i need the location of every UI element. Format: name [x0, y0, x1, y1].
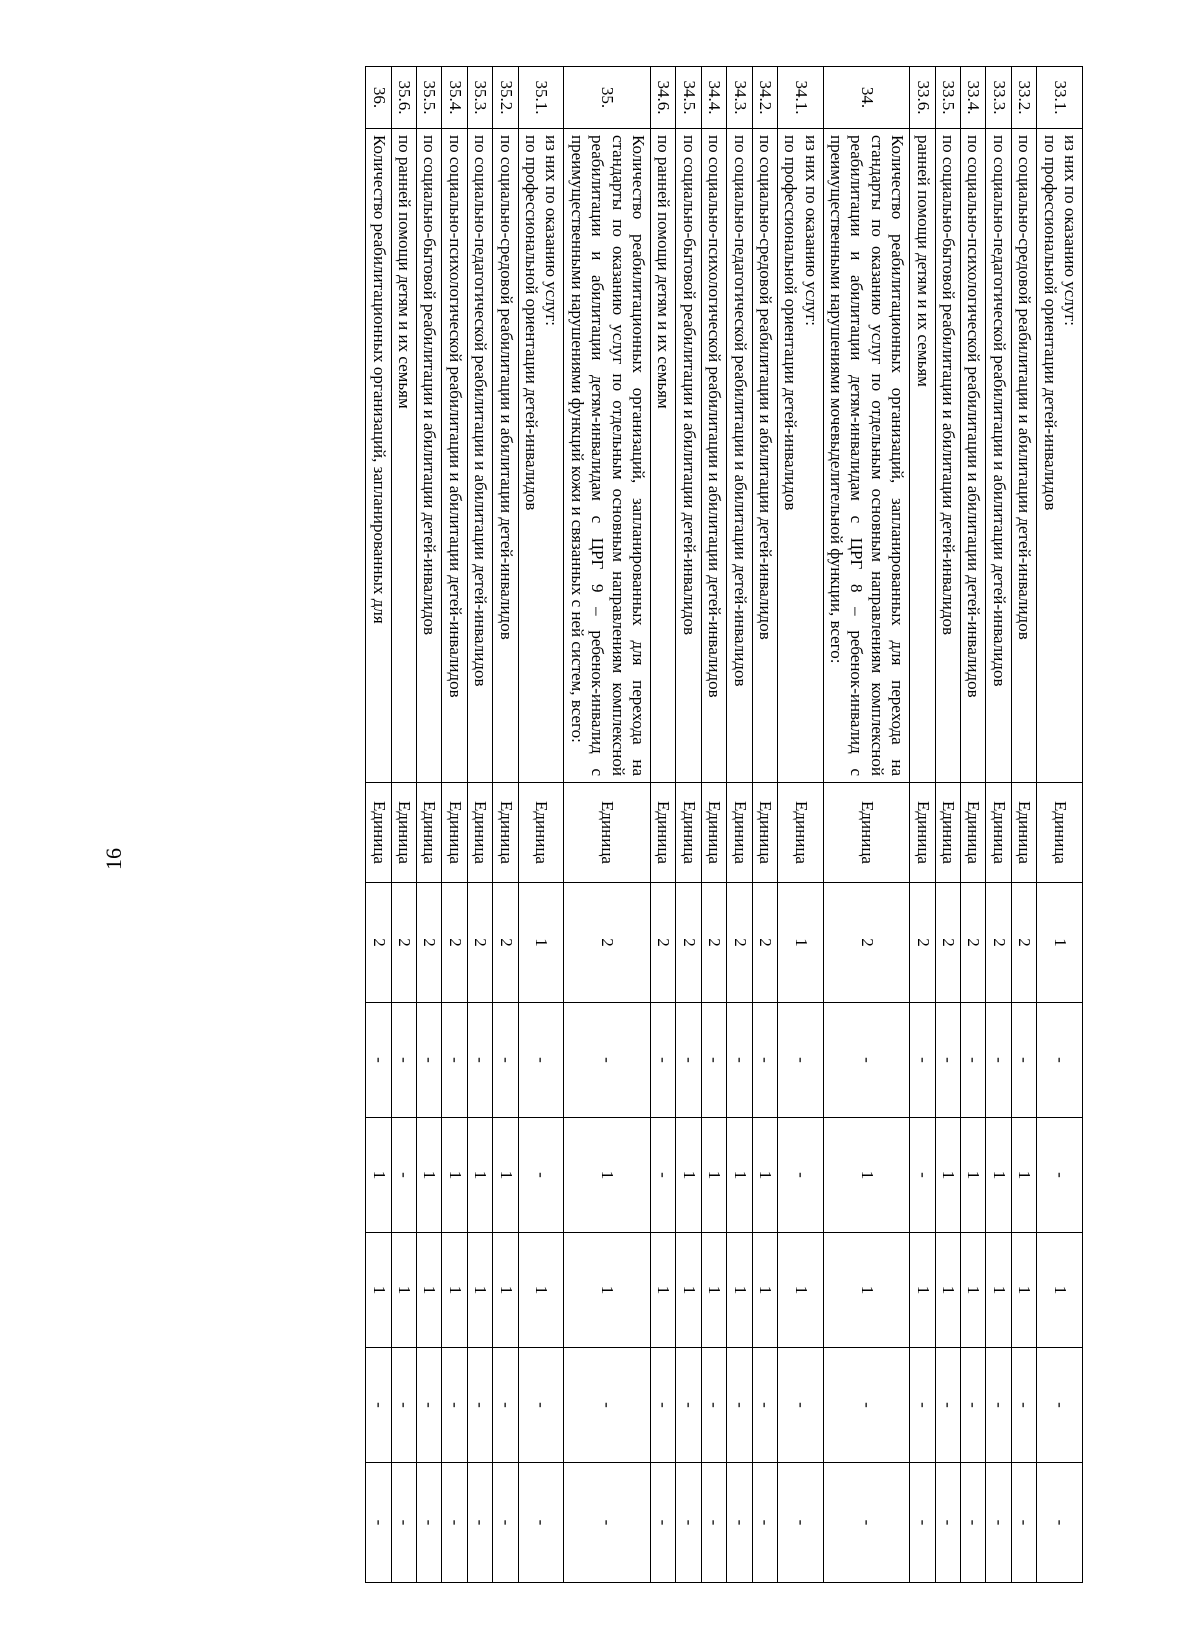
indicator-name [935, 129, 960, 783]
value-cell: 2 [701, 883, 726, 1003]
indicator-name-line: по социально-педагогической реабилитации и абилитации детей-инвалидов [471, 135, 491, 687]
value-cell: 1 [935, 1233, 960, 1348]
row-number: 35.1. [518, 67, 564, 129]
value-cell: 2 [752, 883, 777, 1003]
unit-of-measure: Единица [442, 783, 467, 883]
value-cell: 2 [1011, 883, 1036, 1003]
value-cell: - [823, 1003, 910, 1118]
indicator-name [1037, 129, 1083, 783]
unit-of-measure: Единица [701, 783, 726, 883]
value-cell: - [823, 1463, 910, 1583]
value-cell: - [564, 1348, 651, 1463]
value-cell: - [467, 1463, 492, 1583]
value-cell: 1 [701, 1118, 726, 1233]
table-row [442, 67, 467, 1583]
value-cell: 2 [493, 883, 518, 1003]
value-cell: - [961, 1463, 986, 1583]
value-cell: - [467, 1348, 492, 1463]
indicator-name [752, 129, 777, 783]
unit-of-measure: Единица [564, 783, 651, 883]
row-number: 35.5. [417, 67, 442, 129]
unit-of-measure: Единица [650, 783, 675, 883]
value-cell: - [676, 1463, 701, 1583]
indicator-name [777, 129, 823, 783]
unit-of-measure: Единица [493, 783, 518, 883]
indicator-name [650, 129, 675, 783]
value-cell: 2 [986, 883, 1011, 1003]
value-cell: - [442, 1463, 467, 1583]
value-cell: - [391, 1118, 416, 1233]
indicator-name-line: по социально-бытовой реабилитации и абилитации детей-инвалидов [939, 135, 959, 635]
value-cell: - [467, 1003, 492, 1118]
table-row [650, 67, 675, 1583]
value-cell: - [366, 1463, 391, 1583]
value-cell: - [823, 1348, 910, 1463]
value-cell: - [1011, 1348, 1036, 1463]
unit-of-measure: Единица [752, 783, 777, 883]
indicator-name-line: Количество реабилитационных организаций, запланированных для перехода на стандарты по оказанию услуг по отдельным основным направлениям комплексной реабилитации и абилитации детям-инвалидам с ЦРГ 8 – ребенок-инвалид с преимущественными нарушениями мочевыделительной функции, всего: [827, 135, 908, 776]
value-cell: - [366, 1348, 391, 1463]
value-cell: 1 [676, 1233, 701, 1348]
value-cell: - [442, 1003, 467, 1118]
value-cell: 1 [986, 1233, 1011, 1348]
unit-of-measure: Единица [391, 783, 416, 883]
value-cell: - [366, 1003, 391, 1118]
value-cell: - [518, 1463, 564, 1583]
value-cell: 1 [417, 1233, 442, 1348]
value-cell: - [417, 1003, 442, 1118]
value-cell: - [701, 1463, 726, 1583]
indicator-name-line: ранней помощи детям и их семьям [913, 135, 933, 387]
value-cell: 1 [727, 1118, 752, 1233]
value-cell: - [777, 1348, 823, 1463]
unit-of-measure: Единица [986, 783, 1011, 883]
row-number: 34.1. [777, 67, 823, 129]
unit-of-measure: Единица [961, 783, 986, 883]
value-cell: - [961, 1003, 986, 1118]
indicator-name-line: из них по оказанию услуг: [1061, 135, 1080, 327]
value-cell: 1 [442, 1233, 467, 1348]
table-row [564, 67, 651, 1583]
value-cell: - [650, 1118, 675, 1233]
value-cell: 2 [467, 883, 492, 1003]
value-cell: - [417, 1463, 442, 1583]
value-cell: - [1011, 1463, 1036, 1583]
value-cell: - [935, 1348, 960, 1463]
value-cell: 1 [961, 1233, 986, 1348]
value-cell: 1 [366, 1233, 391, 1348]
value-cell: 2 [961, 883, 986, 1003]
unit-of-measure: Единица [910, 783, 935, 883]
rotated-table-container [133, 66, 1083, 1582]
unit-of-measure: Единица [1037, 783, 1083, 883]
table-row [701, 67, 726, 1583]
value-cell: 2 [417, 883, 442, 1003]
value-cell: - [650, 1003, 675, 1118]
value-cell: - [910, 1463, 935, 1583]
indicator-name [701, 129, 726, 783]
indicator-name [493, 129, 518, 783]
value-cell: 1 [417, 1118, 442, 1233]
row-number: 35.3. [467, 67, 492, 129]
value-cell: - [493, 1463, 518, 1583]
row-number: 34. [823, 67, 910, 129]
value-cell: - [701, 1003, 726, 1118]
indicator-name [467, 129, 492, 783]
indicator-table [365, 66, 1083, 1583]
value-cell: - [727, 1003, 752, 1118]
value-cell: - [650, 1463, 675, 1583]
value-cell: 2 [366, 883, 391, 1003]
unit-of-measure: Единица [467, 783, 492, 883]
value-cell: 1 [1011, 1233, 1036, 1348]
indicator-name-line: Количество реабилитационных организаций, запланированных для перехода на стандарты по оказанию услуг по отдельным основным направлениям комплексной реабилитации и абилитации детям-инвалидам с ЦРГ 9 – ребенок-инвалид с преимущественными нарушениями функций кожи и связанных с ней систем, всего: [567, 135, 648, 776]
value-cell: 1 [727, 1233, 752, 1348]
value-cell: - [650, 1348, 675, 1463]
row-number: 34.4. [701, 67, 726, 129]
value-cell: - [752, 1463, 777, 1583]
indicator-name-line: из них по оказанию услуг: [542, 135, 562, 327]
unit-of-measure: Единица [518, 783, 564, 883]
indicator-name-line: по социально-бытовой реабилитации и абилитации детей-инвалидов [679, 135, 699, 635]
value-cell: 1 [366, 1118, 391, 1233]
indicator-name-line: по социально-средовой реабилитации и абилитации детей-инвалидов [496, 135, 516, 640]
value-cell: 1 [650, 1233, 675, 1348]
unit-of-measure: Единица [366, 783, 391, 883]
table-row [676, 67, 701, 1583]
indicator-name-line: по ранней помощи детям и их семьям [395, 135, 415, 409]
value-cell: 1 [777, 883, 823, 1003]
value-cell: 1 [701, 1233, 726, 1348]
row-number: 33.4. [961, 67, 986, 129]
table-row [417, 67, 442, 1583]
value-cell: 1 [910, 1233, 935, 1348]
row-number: 34.6. [650, 67, 675, 129]
value-cell: - [910, 1348, 935, 1463]
unit-of-measure: Единица [777, 783, 823, 883]
value-cell: - [986, 1003, 1011, 1118]
row-number: 33.6. [910, 67, 935, 129]
page-number: 16 [101, 848, 126, 870]
indicator-name-line: по профессиональной ориентации детей-инвалидов [781, 135, 801, 511]
value-cell: - [910, 1118, 935, 1233]
table-row [777, 67, 823, 1583]
value-cell: 1 [564, 1233, 651, 1348]
indicator-name-line: по социально-психологической реабилитации и абилитации детей-инвалидов [964, 135, 984, 698]
indicator-name [1011, 129, 1036, 783]
table-body [366, 67, 1083, 1583]
value-cell: 1 [467, 1233, 492, 1348]
unit-of-measure: Единица [1011, 783, 1036, 883]
value-cell: 1 [564, 1118, 651, 1233]
row-number: 34.3. [727, 67, 752, 129]
value-cell: - [1037, 1003, 1083, 1118]
indicator-name [442, 129, 467, 783]
value-cell: - [961, 1348, 986, 1463]
indicator-name-line: по ранней помощи детям и их семьям [654, 135, 674, 409]
value-cell: 1 [467, 1118, 492, 1233]
value-cell: 1 [1037, 1233, 1083, 1348]
value-cell: - [777, 1118, 823, 1233]
value-cell: 2 [676, 883, 701, 1003]
value-cell: 1 [676, 1118, 701, 1233]
value-cell: 2 [727, 883, 752, 1003]
table-row [935, 67, 960, 1583]
indicator-name-line: по профессиональной ориентации детей-инвалидов [522, 135, 542, 511]
value-cell: - [935, 1003, 960, 1118]
value-cell: 1 [1011, 1118, 1036, 1233]
indicator-name [961, 129, 986, 783]
value-cell: - [518, 1348, 564, 1463]
row-number: 36. [366, 67, 391, 129]
row-number: 33.1. [1037, 67, 1083, 129]
indicator-name-line: по социально-средовой реабилитации и абилитации детей-инвалидов [755, 135, 775, 640]
value-cell: - [727, 1463, 752, 1583]
row-number: 34.2. [752, 67, 777, 129]
row-number: 35.2. [493, 67, 518, 129]
value-cell: - [391, 1348, 416, 1463]
indicator-name [986, 129, 1011, 783]
unit-of-measure: Единица [727, 783, 752, 883]
table-row [366, 67, 391, 1583]
row-number: 33.2. [1011, 67, 1036, 129]
value-cell: 1 [823, 1118, 910, 1233]
table-row [823, 67, 910, 1583]
value-cell: - [564, 1003, 651, 1118]
indicator-name-line: по профессиональной ориентации детей-инвалидов [1040, 135, 1060, 511]
indicator-name [564, 129, 651, 783]
indicator-name [417, 129, 442, 783]
indicator-name [727, 129, 752, 783]
value-cell: - [986, 1348, 1011, 1463]
value-cell: 1 [986, 1118, 1011, 1233]
value-cell: 1 [777, 1233, 823, 1348]
value-cell: - [518, 1118, 564, 1233]
table-row [752, 67, 777, 1583]
value-cell: - [1011, 1003, 1036, 1118]
indicator-name [823, 129, 910, 783]
table-row [467, 67, 492, 1583]
value-cell: 2 [910, 883, 935, 1003]
table-row [727, 67, 752, 1583]
value-cell: 1 [493, 1118, 518, 1233]
indicator-name [910, 129, 935, 783]
value-cell: - [777, 1003, 823, 1118]
value-cell: - [493, 1348, 518, 1463]
table-row [986, 67, 1011, 1583]
value-cell: 2 [935, 883, 960, 1003]
value-cell: 1 [961, 1118, 986, 1233]
value-cell: 1 [935, 1118, 960, 1233]
value-cell: - [391, 1003, 416, 1118]
value-cell: - [986, 1463, 1011, 1583]
value-cell: 1 [391, 1233, 416, 1348]
value-cell: 2 [442, 883, 467, 1003]
table-row [910, 67, 935, 1583]
value-cell: 1 [442, 1118, 467, 1233]
indicator-name-line: по социально-педагогической реабилитации и абилитации детей-инвалидов [730, 135, 750, 687]
value-cell: 1 [1037, 883, 1083, 1003]
table-row [493, 67, 518, 1583]
indicator-name-line: по социально-средовой реабилитации и абилитации детей-инвалидов [1015, 135, 1035, 640]
value-cell: - [676, 1348, 701, 1463]
indicator-name [391, 129, 416, 783]
value-cell: - [676, 1003, 701, 1118]
indicator-name [366, 129, 391, 783]
value-cell: - [701, 1348, 726, 1463]
indicator-name [518, 129, 564, 783]
value-cell: - [1037, 1118, 1083, 1233]
indicator-name-line: по социально-бытовой реабилитации и абилитации детей-инвалидов [420, 135, 440, 635]
indicator-name-line: по социально-психологической реабилитации и абилитации детей-инвалидов [705, 135, 725, 698]
value-cell: - [727, 1348, 752, 1463]
unit-of-measure: Единица [676, 783, 701, 883]
value-cell: 2 [823, 883, 910, 1003]
value-cell: 1 [493, 1233, 518, 1348]
value-cell: - [752, 1003, 777, 1118]
row-number: 33.3. [986, 67, 1011, 129]
unit-of-measure: Единица [417, 783, 442, 883]
value-cell: 1 [518, 1233, 564, 1348]
indicator-name-line: по социально-педагогической реабилитации и абилитации детей-инвалидов [989, 135, 1009, 687]
unit-of-measure: Единица [823, 783, 910, 883]
value-cell: - [910, 1003, 935, 1118]
value-cell: - [777, 1463, 823, 1583]
indicator-name-line: по социально-психологической реабилитации и абилитации детей-инвалидов [445, 135, 465, 698]
value-cell: - [417, 1348, 442, 1463]
indicator-name-line: из них по оказанию услуг: [801, 135, 821, 327]
value-cell: 2 [391, 883, 416, 1003]
value-cell: - [518, 1003, 564, 1118]
indicator-name [676, 129, 701, 783]
value-cell: 1 [518, 883, 564, 1003]
row-number: 33.5. [935, 67, 960, 129]
value-cell: - [564, 1463, 651, 1583]
table-row [1011, 67, 1036, 1583]
value-cell: - [752, 1348, 777, 1463]
value-cell: - [935, 1463, 960, 1583]
value-cell: 1 [752, 1118, 777, 1233]
row-number: 34.5. [676, 67, 701, 129]
unit-of-measure: Единица [935, 783, 960, 883]
value-cell: - [493, 1003, 518, 1118]
value-cell: - [391, 1463, 416, 1583]
indicator-name-line: Количество реабилитационных организаций, запланированных для [369, 135, 389, 624]
table-row [1037, 67, 1083, 1583]
row-number: 35.6. [391, 67, 416, 129]
table-row [961, 67, 986, 1583]
value-cell: 1 [752, 1233, 777, 1348]
value-cell: - [1037, 1463, 1083, 1583]
row-number: 35.4. [442, 67, 467, 129]
value-cell: 1 [823, 1233, 910, 1348]
value-cell: - [1037, 1348, 1083, 1463]
table-row [391, 67, 416, 1583]
value-cell: 2 [650, 883, 675, 1003]
value-cell: - [442, 1348, 467, 1463]
table-row [518, 67, 564, 1583]
value-cell: 2 [564, 883, 651, 1003]
row-number: 35. [564, 67, 651, 129]
